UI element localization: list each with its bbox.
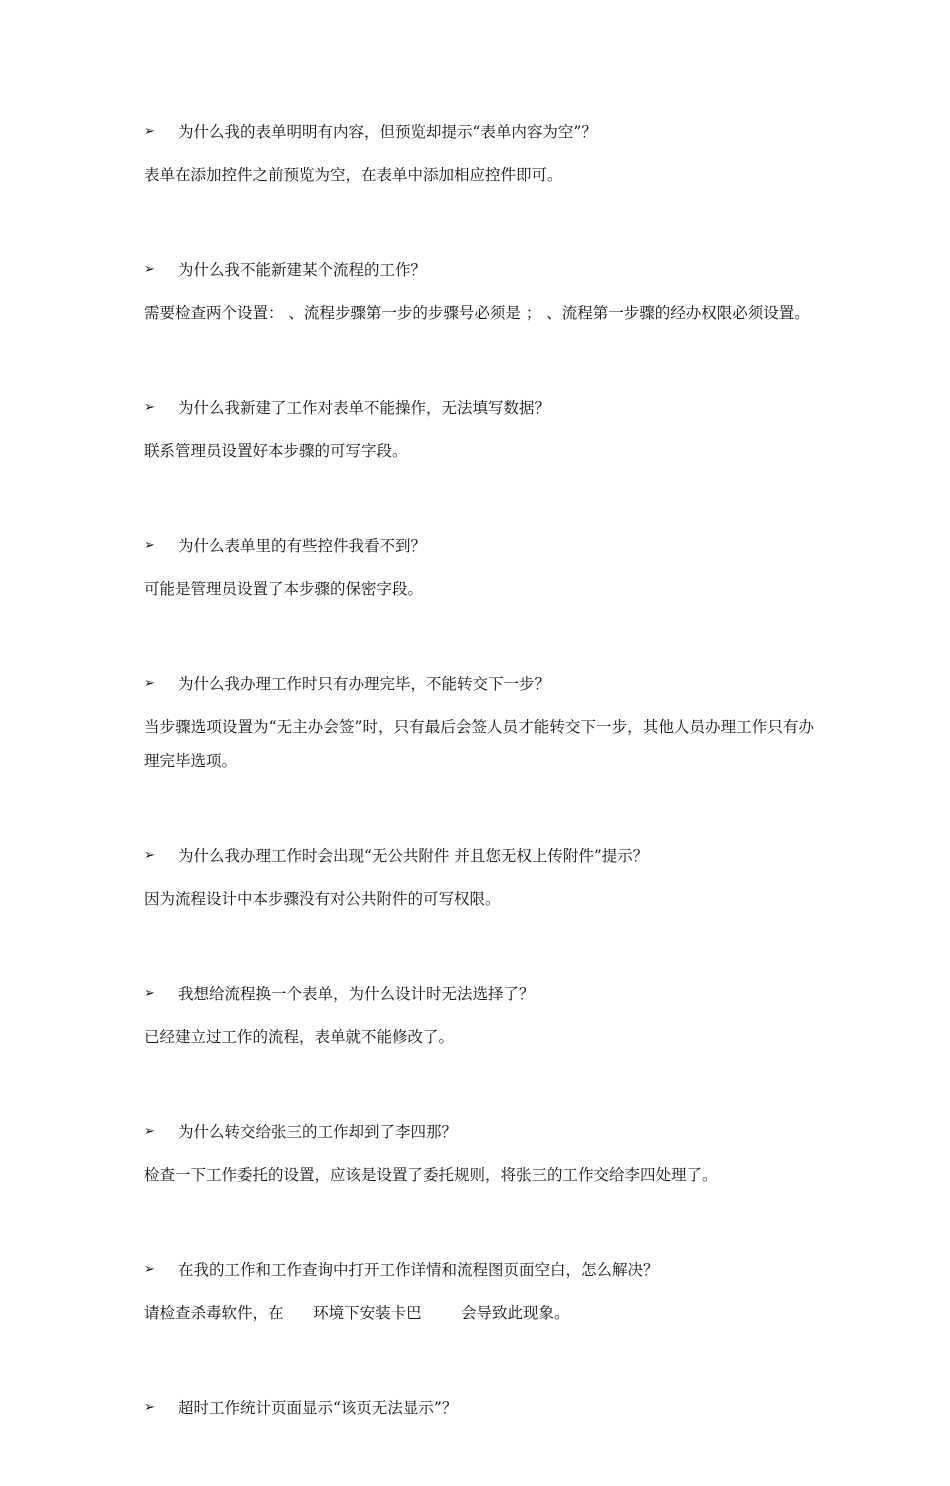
arrow-bullet-icon: ➢ [144,1124,155,1139]
question-text: 为什么转交给张三的工作却到了李四那？ [178,1123,458,1141]
question-text: 为什么我不能新建某个流程的工作？ [178,261,427,279]
arrow-bullet-icon: ➢ [144,1400,155,1415]
arrow-bullet-icon: ➢ [144,1262,155,1277]
arrow-bullet-icon: ➢ [144,848,155,863]
faq-question [144,980,814,1008]
question-text: 为什么我新建了工作对表单不能操作，无法填写数据？ [178,399,551,417]
faq-answer: 已经建立过工作的流程，表单就不能修改了。 [144,1028,455,1046]
faq-answer: 联系管理员设置好本步骤的可写字段。 [144,442,408,460]
question-text: 为什么我的表单明明有内容，但预览却提示“表单内容为空”？ [178,123,597,141]
faq-question [144,532,814,560]
faq-item [144,1118,814,1192]
faq-question [144,670,814,698]
question-text: 为什么我办理工作时会出现“无公共附件 并且您无权上传附件”提示？ [178,847,649,865]
faq-answer: 因为流程设计中本步骤没有对公共附件的可写权限。 [144,890,501,908]
faq-list [144,118,814,1486]
arrow-bullet-icon: ➢ [144,538,155,553]
faq-item [144,1394,814,1422]
question-text: 为什么我办理工作时只有办理完毕，不能转交下一步？ [178,675,551,693]
question-text: 我想给流程换一个表单，为什么设计时无法选择了？ [178,985,535,1003]
arrow-bullet-icon: ➢ [144,676,155,691]
faq-question [144,256,814,284]
faq-question [144,118,814,146]
arrow-bullet-icon: ➢ [144,262,155,277]
question-text: 为什么表单里的有些控件我看不到？ [178,537,427,555]
faq-item [144,1256,814,1330]
faq-answer: 当步骤选项设置为“无主办会签”时，只有最后会签人员才能转交下一步，其他人员办理工作只有办理完毕选项。 [144,718,814,770]
faq-answer: 可能是管理员设置了本步骤的保密字段。 [144,580,424,598]
faq-answer: 请检查杀毒软件，在 环境下安装卡巴 会导致此现象。 [144,1304,570,1322]
faq-item [144,256,814,330]
faq-question [144,394,814,422]
faq-question [144,1118,814,1146]
faq-item [144,980,814,1054]
faq-answer: 检查一下工作委托的设置，应该是设置了委托规则，将张三的工作交给李四处理了。 [144,1166,718,1184]
faq-item [144,842,814,916]
faq-answer: 表单在添加控件之前预览为空，在表单中添加相应控件即可。 [144,166,563,184]
faq-item [144,394,814,468]
arrow-bullet-icon: ➢ [144,986,155,1001]
faq-item [144,670,814,778]
faq-answer: 需要检查两个设置： 、流程步骤第一步的步骤号必须是 ； 、流程第一步骤的经办权限必须设置。 [144,304,810,322]
faq-question [144,842,814,870]
arrow-bullet-icon: ➢ [144,124,155,139]
faq-question [144,1394,814,1422]
faq-item [144,532,814,606]
question-text: 超时工作统计页面显示“该页无法显示”？ [178,1399,458,1417]
faq-item [144,118,814,192]
faq-question [144,1256,814,1284]
question-text: 在我的工作和工作查询中打开工作详情和流程图页面空白，怎么解决？ [178,1261,659,1279]
arrow-bullet-icon: ➢ [144,400,155,415]
